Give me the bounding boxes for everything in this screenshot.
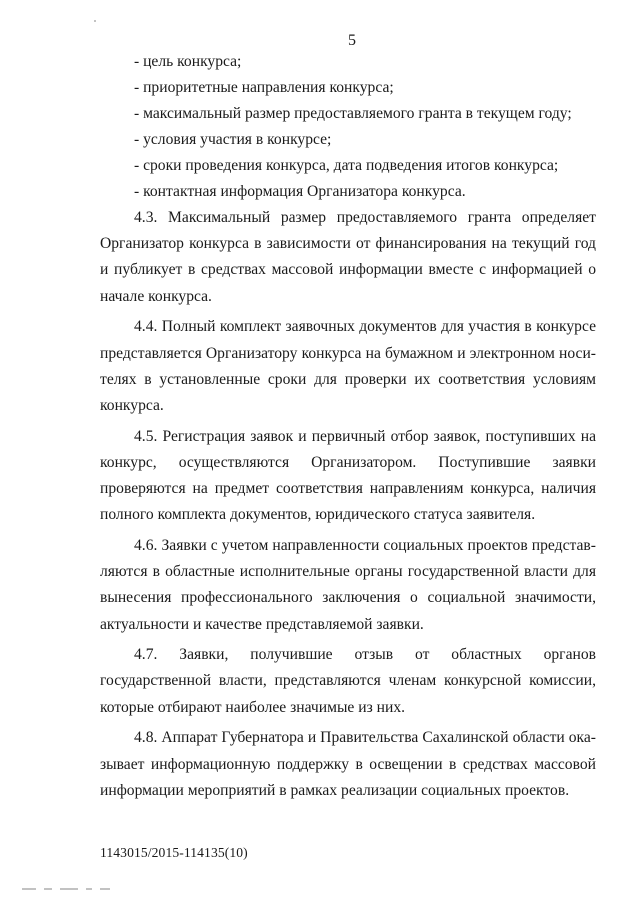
list-item: - условия участия в конкурсе; [134,131,332,148]
list-item: - приоритетные направления конкурса; [134,79,394,96]
paragraph-4-7: 4.7. Заявки, получившие отзыв от областных органов государственной власти, представляются членам конкурсной комиссии, которые отбирают наиболее значимые из них. [100,646,596,716]
scan-speck [94,20,96,22]
page-number: 5 [348,32,356,49]
list-item: - максимальный размер предоставляемого гранта в текущем году; [134,105,572,122]
list-item: - контактная информация Организатора конкурса. [134,183,466,200]
paragraph-4-3: 4.3. Максимальный размер предоставляемого гранта определяет Организатор конкурса в зависимости от финансирования на текущий год и публикует в средствах массовой информации вместе с информацией о начале конкурса. [100,209,596,305]
document-body [100,49,596,804]
paragraph-4-6: 4.6. Заявки с учетом направленности социальных проектов представляются в областные исполнительные органы государственной власти для вынесения профессионального заключения о социальной значимости, актуальности и качестве представляемой заявки. [100,536,596,633]
paragraph-4-8: 4.8. Аппарат Губернатора и Правительства Сахалинской области оказывает информационную поддержку в освещении в средствах массовой информации мероприятий в рамках реализации социальных проектов. [100,729,596,799]
paragraph-4-5: 4.5. Регистрация заявок и первичный отбор заявок, поступивших на конкурс, осуществляются Организатором. Поступившие заявки проверяются на предмет соответствия направлениям конкурса, наличия полного комплекта документов, юридического статуса заявителя. [100,427,596,524]
list-item: - цель конкурса; [134,53,242,70]
paragraph-4-4: 4.4. Полный комплект заявочных документов для участия в конкурсе представляется Организатору конкурса на бумажном и электронном носителях в установленные сроки для проверки их соответствия условиям конкурса. [100,318,596,414]
document-code: 1143015/2015-114135(10) [100,845,248,860]
scan-artifact [22,884,122,894]
list-item: - сроки проведения конкурса, дата подведения итогов конкурса; [134,157,559,174]
bullet-list [100,49,596,205]
